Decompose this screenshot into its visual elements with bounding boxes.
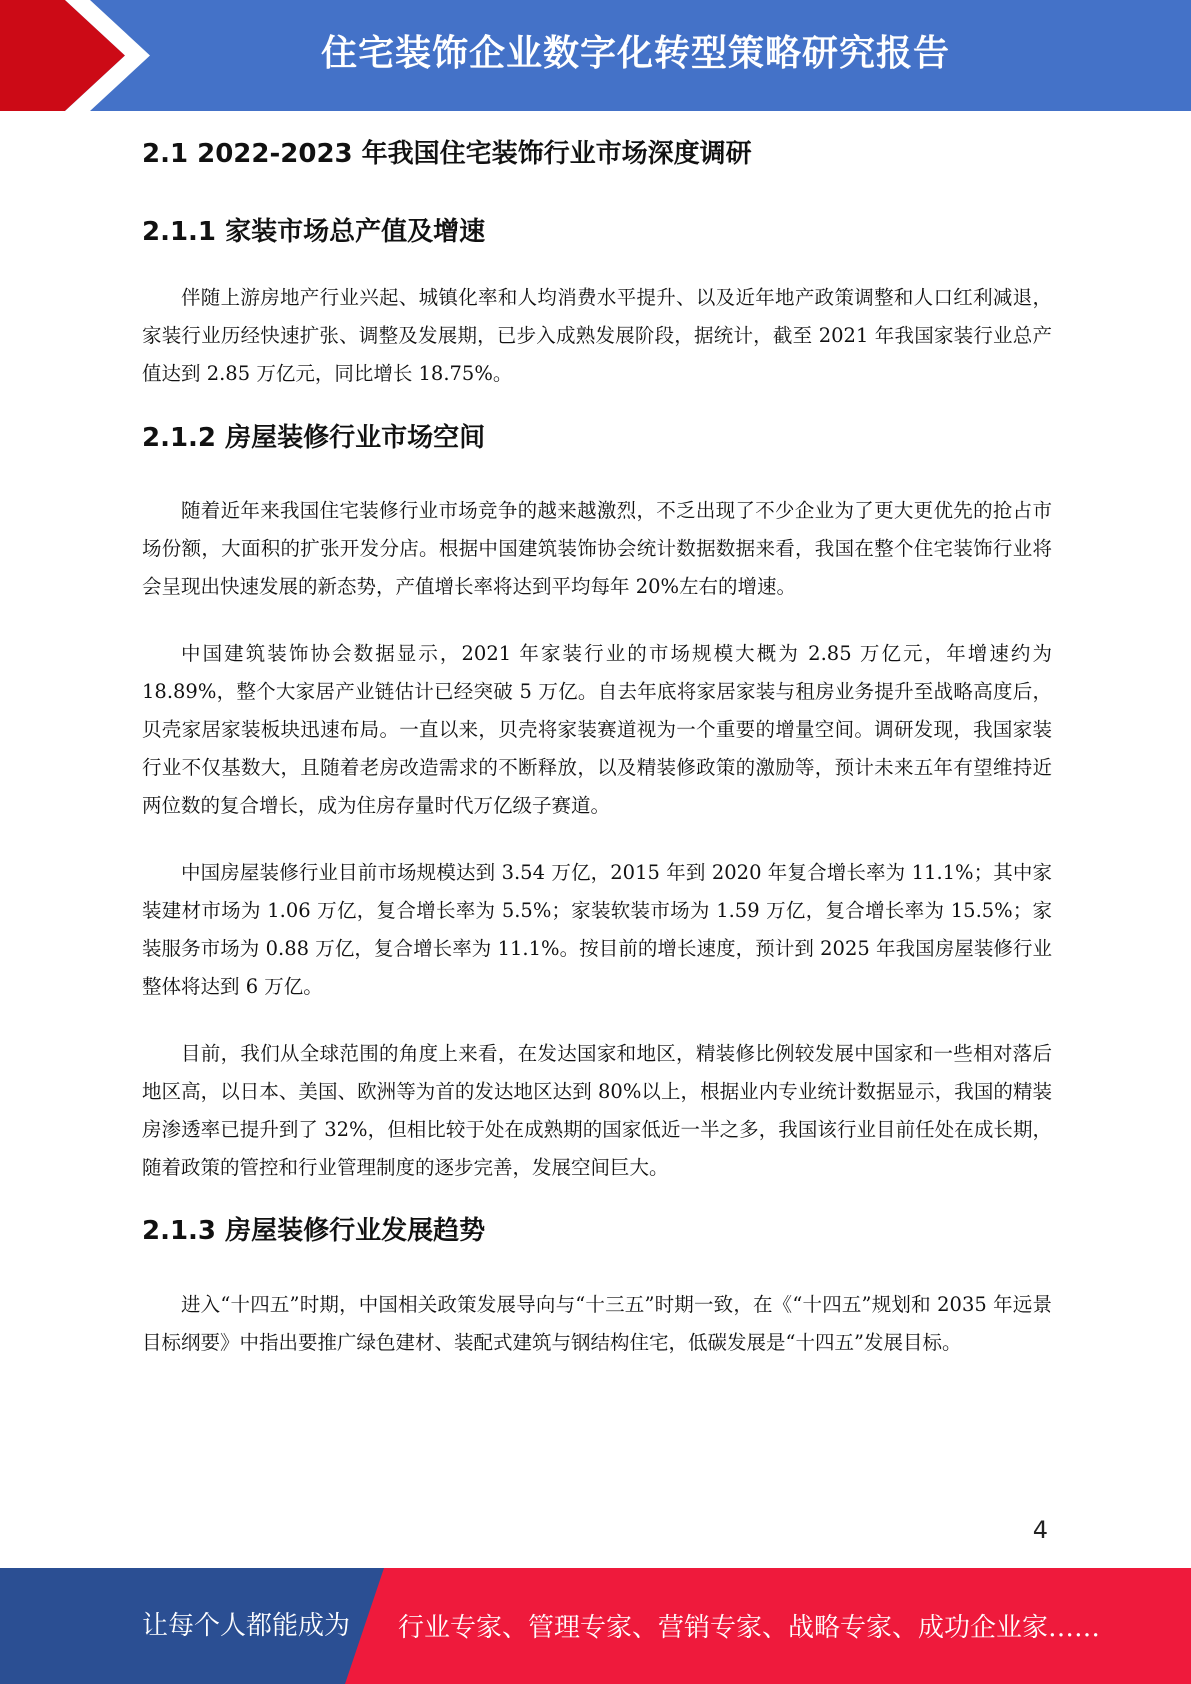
report-footer [0,1568,1191,1684]
paragraph: 进入“十四五”时期，中国相关政策发展导向与“十三五”时期一致，在《“十四五”规划和 2035 年远景目标纲要》中指出要推广绿色建材、装配式建筑与钢结构住宅，低碳发展是“十四五”发展目标。 [142,1293,1052,1354]
paragraph: 伴随上游房地产行业兴起、城镇化率和人均消费水平提升、以及近年地产政策调整和人口红利减退，家装行业历经快速扩张、调整及发展期，已步入成熟发展阶段，据统计，截至 2021 年我国家装行业总产值达到 2.85 万亿元，同比增长 18.75%。 [142,286,1052,385]
report-header [0,0,1191,111]
page-number: 4 [1032,1516,1048,1544]
paragraph: 中国房屋装修行业目前市场规模达到 3.54 万亿，2015 年到 2020 年复合增长率为 11.1%；其中家装建材市场为 1.06 万亿，复合增长率为 5.5%；家装软装市场为 1.59 万亿，复合增长率为 15.5%；家装服务市场为 0.88 万亿，复合增长率为 11.1%。按目前的增长速度，预计到 2025 年我国房屋装修行业整体将达到 6 万亿。 [142,861,1052,998]
section-heading-2-1-2: 2.1.2 房屋装修行业市场空间 [142,423,486,453]
section-heading-2-1: 2.1 2022-2023 年我国住宅装饰行业市场深度调研 [142,139,752,169]
section-heading-2-1-3: 2.1.3 房屋装修行业发展趋势 [142,1216,486,1246]
section-heading-2-1-1: 2.1.1 家装市场总产值及增速 [142,217,486,247]
paragraph: 目前，我们从全球范围的角度上来看，在发达国家和地区，精装修比例较发展中国家和一些相对落后地区高，以日本、美国、欧洲等为首的发达地区达到 80%以上，根据业内专业统计数据显示，我国的精装房渗透率已提升到了 32%，但相比较于处在成熟期的国家低近一半之多，我国该行业目前任处在成长期，随着政策的管控和行业管理制度的逐步完善，发展空间巨大。 [142,1042,1052,1179]
paragraph: 中国建筑装饰协会数据显示，2021 年家装行业的市场规模大概为 2.85 万亿元，年增速约为 18.89%，整个大家居产业链估计已经突破 5 万亿。自去年底将家居家装与租房业务提升至战略高度后，贝壳家居家装板块迅速布局。一直以来，贝壳将家装赛道视为一个重要的增量空间。调研发现，我国家装行业不仅基数大，且随着老房改造需求的不断释放，以及精装修政策的激励等，预计未来五年有望维持近两位数的复合增长，成为住房存量时代万亿级子赛道。 [142,642,1052,817]
footer-slogan-right: 行业专家、管理专家、营销专家、战略专家、成功企业家…… [398,1613,1101,1643]
report-title: 住宅装饰企业数字化转型策略研究报告 [320,33,950,74]
paragraph: 随着近年来我国住宅装修行业市场竞争的越来越激烈，不乏出现了不少企业为了更大更优先的抢占市场份额，大面积的扩张开发分店。根据中国建筑装饰协会统计数据数据来看，我国在整个住宅装饰行业将会呈现出快速发展的新态势，产值增长率将达到平均每年 20%左右的增速。 [142,499,1052,598]
page-content [142,125,1052,1362]
footer-slogan-left: 让每个人都能成为 [142,1611,351,1641]
